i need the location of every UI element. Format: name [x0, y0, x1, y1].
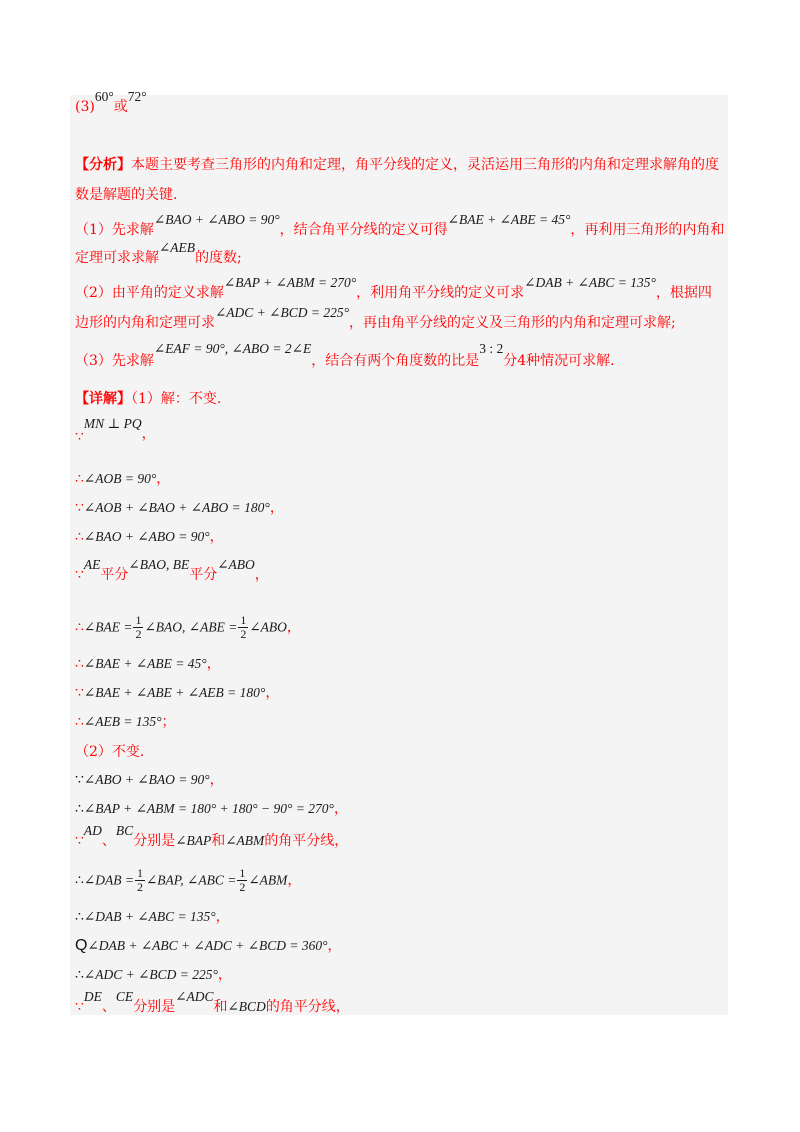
analysis-p1-cont [75, 240, 242, 267]
detail-tag: 【详解】 [75, 391, 131, 407]
step-line [75, 989, 350, 1016]
text: 的度数; [195, 250, 242, 266]
step-line [75, 713, 175, 731]
step-line-fraction [75, 614, 301, 641]
text: ，利用角平分线的定义可求 [356, 285, 525, 301]
math: ∠AEB [159, 240, 196, 255]
math: DE [83, 989, 102, 1004]
math: 60° [94, 89, 114, 104]
because-symbol: ∵ [75, 500, 84, 516]
therefore-symbol: ∴ [75, 471, 84, 487]
because-symbol: ∵ [75, 772, 84, 788]
text: 、 [101, 999, 116, 1015]
numerator: 1 [240, 613, 247, 627]
punct: ， [215, 909, 230, 925]
math: ∠BAP, ∠ABC = [145, 872, 237, 888]
math: CE [115, 989, 134, 1004]
q-symbol: Q [75, 937, 88, 954]
text: 和 [211, 833, 226, 849]
step-line [75, 684, 279, 702]
math: ∠BCD [227, 999, 266, 1014]
fraction-half [238, 614, 248, 641]
text: 分别是 [133, 999, 176, 1015]
therefore-symbol: ∴ [75, 872, 84, 889]
label: 或 [113, 99, 128, 115]
step-line [75, 416, 156, 445]
analysis-intro-1 [75, 156, 719, 174]
numerator: 1 [239, 866, 246, 880]
step-line [75, 528, 224, 546]
denominator: 2 [135, 627, 142, 641]
denominator: 2 [240, 627, 247, 641]
detail-part-2 [75, 743, 144, 761]
punct: ， [254, 567, 269, 583]
denominator: 2 [136, 880, 143, 894]
math: ∠BAO, BE [128, 557, 190, 572]
math: ∠DAB + ∠ABC + ∠ADC + ∠BCD = 360° [87, 938, 328, 953]
label: (3) [75, 99, 95, 115]
text: 本题主要考查三角形的内角和定理，角平分线的定义，灵活运用三角形的内角和定理求解角的度 [131, 157, 719, 173]
text: 的角平分线， [264, 833, 349, 849]
math: AD [83, 823, 102, 838]
punct: ， [141, 426, 156, 442]
punct: ， [206, 656, 221, 672]
step-line [75, 800, 348, 818]
step-line [75, 966, 232, 984]
math: ∠BAE + ∠ABE + ∠AEB = 180° [83, 685, 266, 700]
analysis-intro-2 [75, 186, 177, 204]
math: ∠AEB = 135° [83, 714, 162, 729]
text: 、 [101, 833, 116, 849]
math: ∠BAO, ∠ABE = [144, 619, 238, 635]
text: 和 [213, 999, 228, 1015]
punct: ， [287, 872, 302, 889]
text: （1）先求解 [75, 222, 154, 238]
text: 数是解题的关键. [75, 187, 178, 203]
text: ，结合角平分线的定义可得 [279, 222, 448, 238]
math: ∠BAP [175, 833, 212, 848]
math: ∠ABO [217, 557, 255, 572]
because-symbol: ∵ [75, 999, 84, 1015]
therefore-symbol: ∴ [75, 909, 84, 925]
step-line [75, 937, 342, 955]
punct: ， [327, 938, 342, 954]
math: ∠ABO [249, 619, 287, 635]
fraction-half [133, 614, 143, 641]
text: 平分 [189, 567, 218, 583]
punct: ， [333, 801, 348, 817]
analysis-p2-cont [75, 305, 676, 332]
analysis-p3 [75, 341, 615, 370]
math: ∠BAP + ∠ABM = 270° [223, 275, 357, 290]
math: ∠DAB + ∠ABC = 135° [83, 909, 216, 924]
text: 的角平分线， [265, 999, 350, 1015]
therefore-symbol: ∴ [75, 801, 84, 817]
math: ∠BAE + ∠ABE = 45° [447, 212, 571, 227]
punct: ， [286, 619, 301, 636]
math: ∠BAP + ∠ABM = 180° + 180° − 90° = 270° [83, 801, 334, 816]
step-line [75, 470, 170, 488]
step-line [75, 557, 269, 584]
text: ，再由角平分线的定义及三角形的内角和定理可求解; [349, 315, 676, 331]
therefore-symbol: ∴ [75, 529, 84, 545]
text: （3）先求解 [75, 353, 154, 369]
punct: ， [217, 967, 232, 983]
step-line [75, 908, 230, 926]
math: BC [115, 823, 134, 838]
answer-line-3 [75, 89, 147, 116]
detail-heading [75, 390, 221, 408]
math: ∠ABM [248, 872, 288, 888]
step-line [75, 771, 224, 789]
math: ∠ADC + ∠BCD = 225° [215, 305, 349, 320]
math: ∠BAO + ∠ABO = 90° [153, 212, 280, 227]
step-line [75, 655, 221, 673]
math: ∠ABO + ∠BAO = 90° [83, 772, 210, 787]
math: ∠AOB = 90° [83, 471, 157, 486]
math: ∠AOB + ∠BAO + ∠ABO = 180° [83, 500, 270, 515]
punct: ， [209, 529, 224, 545]
step-line [75, 823, 349, 850]
math: ∠ABM [225, 833, 265, 848]
math: ∠ADC + ∠BCD = 225° [83, 967, 218, 982]
text: 平分 [100, 567, 129, 583]
punct: ， [156, 471, 171, 487]
therefore-symbol: ∴ [75, 967, 84, 983]
math: 72° [127, 89, 147, 104]
text: 定理可求求解 [75, 250, 159, 266]
text: ，根据四 [655, 285, 712, 301]
punct: ， [209, 772, 224, 788]
numerator: 1 [136, 866, 143, 880]
analysis-p2 [75, 275, 712, 302]
fraction-half [135, 867, 145, 894]
numerator: 1 [135, 613, 142, 627]
math: ∠EAF = 90°, ∠ABO = 2∠E [153, 341, 312, 356]
math: ∠DAB = [83, 872, 134, 888]
math: ∠BAE + ∠ABE = 45° [83, 656, 207, 671]
math: MN ⊥ PQ [83, 416, 142, 431]
text: （2）由平角的定义求解 [75, 285, 224, 301]
step-line-fraction [75, 867, 301, 894]
because-symbol: ∵ [75, 685, 84, 701]
text: 边形的内角和定理可求 [75, 315, 215, 331]
punct: ， [265, 685, 280, 701]
denominator: 2 [239, 880, 246, 894]
text: ，再利用三角形的内角和 [570, 222, 725, 238]
because-symbol: ∵ [75, 567, 84, 583]
because-symbol: ∵ [75, 833, 84, 849]
therefore-symbol: ∴ [75, 714, 84, 730]
math: ∠BAO + ∠ABO = 90° [83, 529, 210, 544]
analysis-p1 [75, 212, 725, 239]
analysis-tag: 【分析】 [75, 157, 131, 173]
text: 分别是 [133, 833, 176, 849]
punct: ， [269, 500, 284, 516]
text: （1）解：不变. [131, 391, 222, 407]
text: 分4种情况可求解. [503, 353, 615, 369]
text: （2）不变. [75, 744, 145, 760]
math: ∠DAB + ∠ABC = 135° [524, 275, 656, 290]
math: 3 : 2 [479, 341, 504, 356]
therefore-symbol: ∴ [75, 656, 84, 672]
math: AE [83, 557, 101, 572]
step-line [75, 499, 284, 517]
text: ，结合有两个角度数的比是 [311, 353, 480, 369]
because-symbol: ∵ [75, 429, 84, 445]
fraction-half [237, 867, 247, 894]
punct: ； [161, 714, 176, 730]
math: ∠ADC [175, 989, 214, 1004]
math: ∠BAE = [83, 619, 133, 635]
therefore-symbol: ∴ [75, 619, 84, 636]
